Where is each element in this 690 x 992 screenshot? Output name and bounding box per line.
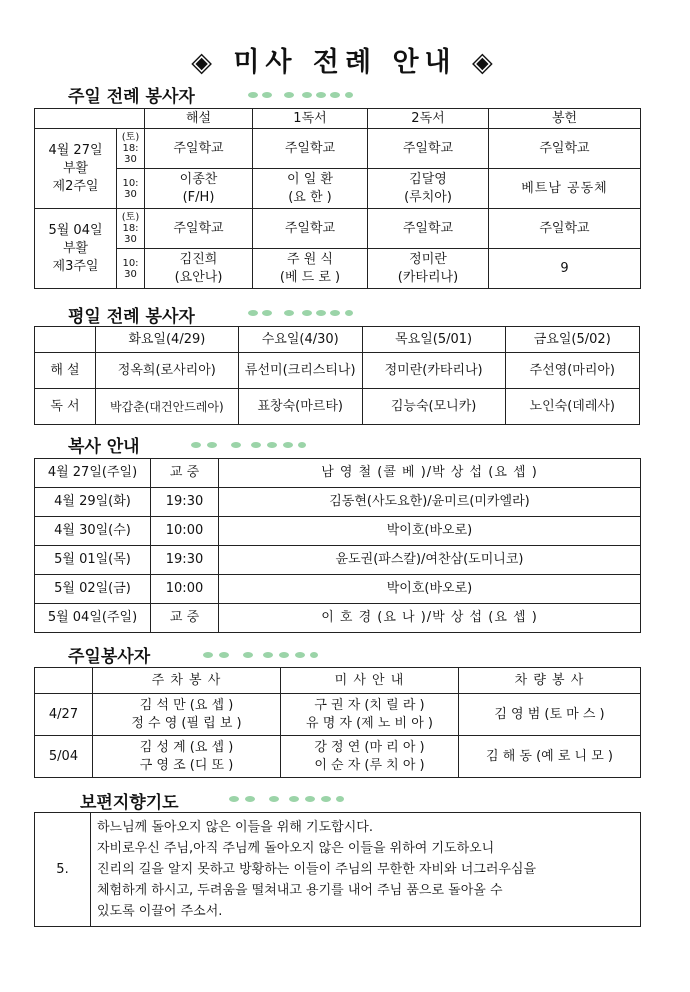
col-header: 2독서 <box>368 109 489 129</box>
header-blank <box>35 327 96 353</box>
server-cell: 정미란(카타리나) <box>362 353 505 389</box>
col-header: 금요일(5/02) <box>505 327 639 353</box>
header-blank <box>35 668 93 694</box>
leaf-ornament <box>188 438 308 452</box>
server-cell: 주일학교 <box>368 209 489 249</box>
weekday-liturgy-table <box>34 326 640 425</box>
time-cell: 10:00 <box>151 517 219 546</box>
server-cell: 류선미(크리스티나) <box>238 353 362 389</box>
time-cell: 교 중 <box>151 459 219 488</box>
server-cell: 김진희 (요안나) <box>145 249 253 289</box>
date-cell: 5/04 <box>35 736 93 778</box>
altar-server-names: 박이호(바오로) <box>219 575 641 604</box>
col-header: 1독서 <box>253 109 368 129</box>
server-cell: 이종찬 (F/H) <box>145 169 253 209</box>
mass-time: (토) 18: 30 <box>117 209 145 249</box>
mass-time: 10: 30 <box>117 169 145 209</box>
date-cell: 4월 27일(주일) <box>35 459 151 488</box>
server-cell: 주일학교 <box>145 129 253 169</box>
leaf-ornament <box>245 306 355 320</box>
server-cell: 김달영 (루치아) <box>368 169 489 209</box>
section-title-sunday-service: 주일봉사자 <box>68 647 151 667</box>
date-cell: 5월 01일(목) <box>35 546 151 575</box>
section-title-prayer: 보편지향기도 <box>80 793 179 813</box>
server-cell: 주일학교 <box>145 209 253 249</box>
date-cell: 4월 29일(화) <box>35 488 151 517</box>
server-cell: 주선영(마리아) <box>505 353 639 389</box>
col-header: 목요일(5/01) <box>362 327 505 353</box>
server-cell: 정옥희(로사리아) <box>95 353 238 389</box>
time-cell: 10:00 <box>151 575 219 604</box>
parking-servers: 김 성 계 (요 셉 ) 구 영 조 (디 또 ) <box>93 736 281 778</box>
role-label: 해 설 <box>35 353 96 389</box>
prayer-table <box>34 812 641 927</box>
col-header: 차 량 봉 사 <box>459 668 641 694</box>
vehicle-server: 김 영 범 (토 마 스 ) <box>459 694 641 736</box>
col-header: 봉헌 <box>489 109 641 129</box>
prayer-text: 하느님께 돌아오지 않은 이들을 위해 기도합시다. 자비로우신 주님,아직 주님께 돌아오지 않은 이들을 위하여 기도하오니 진리의 길을 알지 못하고 방황하는 이들이 주님의 무한한 자비와 너그러우심을 체험하게 하시고, 두려움을 떨쳐내고 용기를 내어 주님 품으로 돌아올 수 있도록 이끌어 주소서. <box>91 813 641 927</box>
time-cell: 교 중 <box>151 604 219 633</box>
server-cell: 주 원 식 (베 드 로 ) <box>253 249 368 289</box>
col-header: 해설 <box>145 109 253 129</box>
server-cell: 베트남 공동체 <box>489 169 641 209</box>
col-header: 화요일(4/29) <box>95 327 238 353</box>
server-cell: 표창숙(마르타) <box>238 389 362 425</box>
col-header: 미 사 안 내 <box>281 668 459 694</box>
parking-servers: 김 석 만 (요 셉 ) 정 수 영 (필 립 보 ) <box>93 694 281 736</box>
role-label: 독 서 <box>35 389 96 425</box>
server-cell: 주일학교 <box>489 209 641 249</box>
leaf-ornament <box>245 88 355 102</box>
server-cell: 김능숙(모니카) <box>362 389 505 425</box>
server-cell: 주일학교 <box>489 129 641 169</box>
server-cell: 박갑춘(대건안드레아) <box>95 389 238 425</box>
header-blank <box>35 109 145 129</box>
mass-guides: 강 정 연 (마 리 아 ) 이 순 자 (루 치 아 ) <box>281 736 459 778</box>
section-title-weekday-liturgy: 평일 전례 봉사자 <box>68 307 195 327</box>
mass-guides: 구 권 자 (치 릴 라 ) 유 명 자 (제 노 비 아 ) <box>281 694 459 736</box>
time-cell: 19:30 <box>151 488 219 517</box>
date-cell: 5월 02일(금) <box>35 575 151 604</box>
section-title-sacristy: 복사 안내 <box>68 437 140 457</box>
leaf-ornament <box>226 792 346 806</box>
altar-server-names: 윤도권(파스칼)/여찬삼(도미니코) <box>219 546 641 575</box>
sunday-liturgy-table <box>34 108 641 289</box>
section-title-sunday-liturgy: 주일 전례 봉사자 <box>68 87 195 107</box>
mass-time: 10: 30 <box>117 249 145 289</box>
server-cell: 주일학교 <box>368 129 489 169</box>
date-cell: 5월 04일(주일) <box>35 604 151 633</box>
date-cell: 4월 30일(수) <box>35 517 151 546</box>
altar-server-names: 이 호 경 (요 나 )/박 상 섭 (요 셉 ) <box>219 604 641 633</box>
server-cell: 정미란 (카타리나) <box>368 249 489 289</box>
prayer-number: 5. <box>35 813 91 927</box>
altar-server-names: 김동현(사도요한)/윤미르(미카엘라) <box>219 488 641 517</box>
server-cell: 노인숙(데레사) <box>505 389 639 425</box>
sunday-date-cell: 5월 04일 부활 제3주일 <box>35 209 117 289</box>
leaf-ornament <box>200 648 320 662</box>
col-header: 주 차 봉 사 <box>93 668 281 694</box>
time-cell: 19:30 <box>151 546 219 575</box>
date-cell: 4/27 <box>35 694 93 736</box>
col-header: 수요일(4/30) <box>238 327 362 353</box>
page-title: ◈ 미사 전례 안내 ◈ <box>191 47 499 78</box>
server-cell: 9 <box>489 249 641 289</box>
server-cell: 주일학교 <box>253 209 368 249</box>
vehicle-server: 김 해 동 (예 로 니 모 ) <box>459 736 641 778</box>
altar-server-names: 박이호(바오로) <box>219 517 641 546</box>
altar-server-names: 남 영 철 (콜 베 )/박 상 섭 (요 셉 ) <box>219 459 641 488</box>
sunday-service-table <box>34 667 641 778</box>
server-cell: 주일학교 <box>253 129 368 169</box>
mass-time: (토) 18: 30 <box>117 129 145 169</box>
sacristy-table <box>34 458 641 633</box>
sunday-date-cell: 4월 27일 부활 제2주일 <box>35 129 117 209</box>
server-cell: 이 일 환 (요 한 ) <box>253 169 368 209</box>
